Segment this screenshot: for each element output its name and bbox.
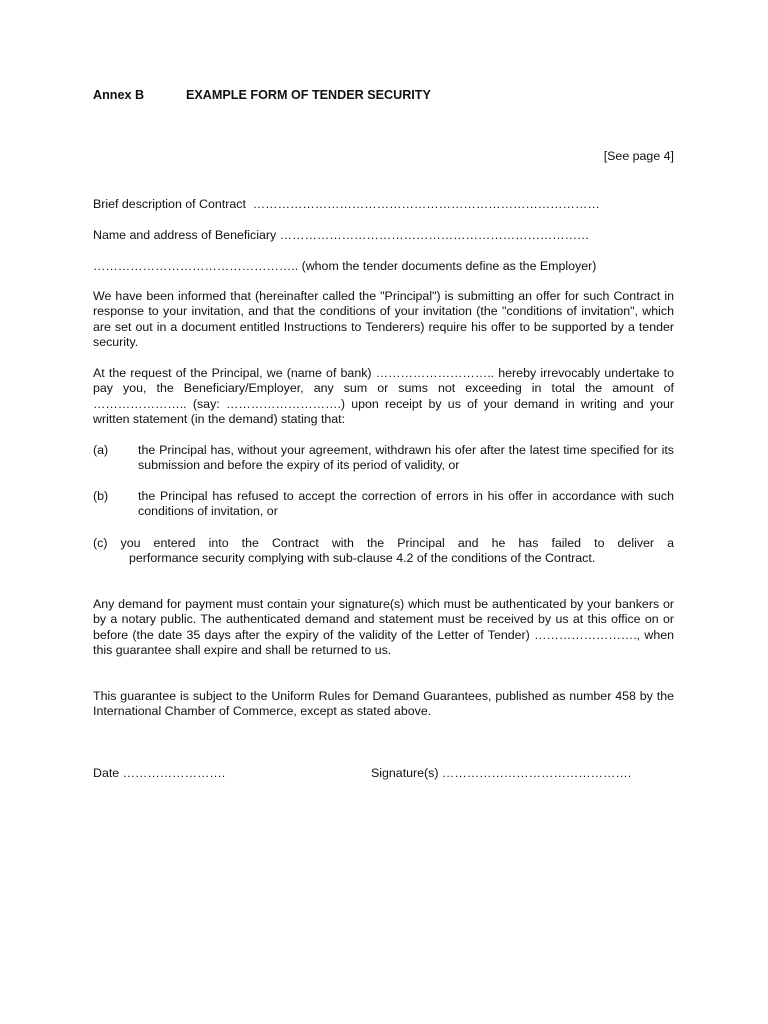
condition-text: the Principal has, without your agreement, withdrawn his ofer after the latest time specified for its submission and before the expiry of its period of validity, or — [138, 443, 674, 473]
paragraph-demand-payment: Any demand for payment must contain your signature(s) which must be authenticated by your bankers or by a notary public. The authenticated demand and statement must be received by us at this office on or before (the date 35 days after the expiry of the validity of the Letter of Tender) ……………………., when this guarantee shall expire and shall be returned to us. — [93, 597, 674, 658]
form-heading — [93, 88, 674, 103]
condition-text: the Principal has refused to accept the correction of errors in his offer in accordance with such conditions of invitation, or — [138, 488, 674, 519]
date-field: Date ……………………. — [93, 766, 226, 780]
conditions-list — [93, 443, 674, 535]
paragraph-uniform-rules: This guarantee is subject to the Uniform Rules for Demand Guarantees, published as number 458 by the International Chamber of Commerce, except as stated above. — [93, 689, 674, 719]
see-page-reference: [See page 4] — [603, 149, 674, 163]
annex-label: Annex B — [93, 88, 145, 102]
condition-c-line-1: (c) you entered into the Contract with the Principal and he has failed to deliver a — [93, 536, 674, 550]
condition-item-c — [93, 536, 674, 567]
condition-item — [93, 443, 674, 474]
document-page — [93, 0, 674, 1024]
condition-c-line-2: performance security complying with sub-clause 4.2 of the conditions of the Contract. — [129, 551, 596, 566]
beneficiary-label: Name and address of Beneficiary — [93, 228, 277, 242]
contract-description-field — [93, 197, 674, 212]
paragraph-bank-undertaking: At the request of the Principal, we (name of bank) ……………………….. hereby irrevocably undertake to pay you, the Beneficiary/Employer, any sum or sums not exceeding in total the amount of ………………….. (say: ……………………….) upon receipt by us of your demand in writing and your written statement (in the demand) stating that: — [93, 366, 674, 427]
contract-description-blank: ………………………………………………………………………… — [252, 197, 600, 211]
condition-label: (a) — [93, 443, 109, 457]
employer-blank: ………………………………………….. — [93, 259, 299, 273]
beneficiary-blank: ………………………………………………………………… — [279, 228, 590, 242]
paragraph-principal-informed: We have been informed that (hereinafter called the "Principal") is submitting an offer for such Contract in response to your invitation, and that the conditions of your invitation (the "conditions of invitation", which are set out in a document entitled Instructions to Tenderers) require his offer to be supported by a tender security. — [93, 289, 674, 350]
contract-description-label: Brief description of Contract — [93, 197, 246, 211]
employer-field — [93, 259, 674, 274]
condition-item — [93, 489, 674, 520]
employer-note: (whom the tender documents define as the Employer) — [301, 259, 597, 273]
signature-field: Signature(s) ………………………………………. — [371, 766, 632, 780]
beneficiary-field — [93, 228, 674, 243]
condition-label: (b) — [93, 488, 109, 503]
form-title: EXAMPLE FORM OF TENDER SECURITY — [186, 88, 431, 102]
